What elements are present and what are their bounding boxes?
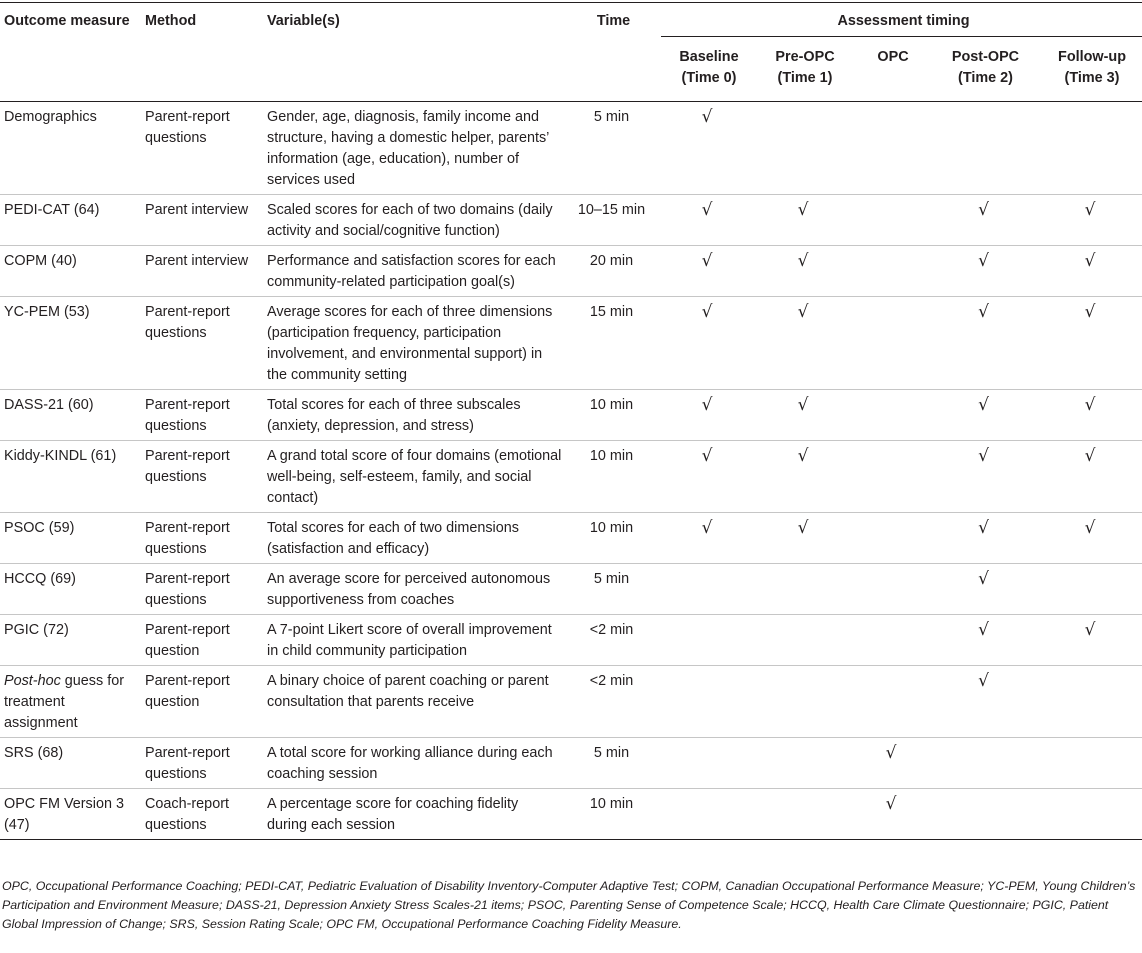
header-timing-label: Post-OPC: [951, 49, 1020, 65]
check-mark-icon: √: [701, 107, 713, 127]
table-row: [0, 789, 1142, 840]
check-mark-icon: √: [978, 671, 989, 691]
measure-text: COPM (40): [4, 253, 77, 269]
cell-time: 5 min: [593, 571, 630, 587]
cell-timing-1: [753, 246, 853, 297]
cell-method: Parent interview: [145, 202, 249, 218]
cell-outcome-measure: [0, 513, 141, 564]
cell-timing-0: [661, 297, 753, 390]
check-mark-icon: √: [701, 395, 713, 415]
header-timing-label: OPC: [877, 49, 909, 65]
check-mark-icon: √: [978, 446, 989, 466]
check-mark-icon: √: [797, 395, 809, 415]
cell-timing-1: [753, 564, 853, 615]
cell-timing-3: [929, 195, 1038, 246]
measure-italic-text: Post-hoc: [4, 673, 61, 689]
cell-timing-2: [853, 738, 929, 789]
cell-timing-3: [929, 789, 1038, 840]
cell-outcome-measure: [0, 666, 141, 738]
cell-method: Coach-report questions: [145, 796, 229, 833]
cell-outcome-measure: [0, 297, 141, 390]
cell-timing-1: [753, 738, 853, 789]
cell-time: 10 min: [589, 520, 634, 536]
cell-timing-0: [661, 738, 753, 789]
cell-timing-0: [661, 246, 753, 297]
check-mark-icon: √: [701, 518, 713, 538]
check-mark-icon: √: [885, 794, 897, 814]
cell-timing-4: [1038, 738, 1142, 789]
cell-timing-4: [1038, 246, 1142, 297]
cell-outcome-measure: [0, 195, 141, 246]
header-timing-sublabel: (Time 3): [1064, 70, 1120, 86]
cell-timing-4: [1038, 615, 1142, 666]
check-mark-icon: √: [978, 200, 989, 220]
cell-time: 10 min: [589, 448, 634, 464]
cell-variables: A 7-point Likert score of overall improvement in child community participation: [267, 622, 552, 659]
check-mark-icon: √: [701, 251, 713, 271]
table-body: [0, 102, 1142, 840]
table-row: [0, 738, 1142, 789]
cell-variables: Gender, age, diagnosis, family income and structure, having a domestic helper, parents’ information (age, education), number of services used: [267, 109, 549, 188]
cell-method: Parent interview: [145, 253, 249, 269]
cell-method: Parent-report questions: [145, 304, 230, 341]
check-mark-icon: √: [1084, 446, 1096, 466]
header-timing-sublabel: (Time 1): [777, 70, 833, 86]
check-mark-icon: √: [701, 446, 713, 466]
measure-text: SRS (68): [4, 745, 64, 761]
header-timing-1: [753, 37, 853, 102]
check-mark-icon: √: [1084, 518, 1096, 538]
cell-variables: A grand total score of four domains (emotional well-being, self-esteem, family, and social contact): [267, 448, 562, 506]
cell-time: <2 min: [589, 622, 634, 638]
cell-timing-2: [853, 441, 929, 513]
cell-time: 10–15 min: [577, 202, 646, 218]
measure-text: Demographics: [4, 109, 97, 125]
measure-text: guess for treatment assignment: [4, 673, 124, 731]
cell-timing-2: [853, 297, 929, 390]
cell-timing-1: [753, 666, 853, 738]
check-mark-icon: √: [978, 302, 989, 322]
cell-timing-4: [1038, 102, 1142, 195]
cell-timing-2: [853, 246, 929, 297]
cell-timing-0: [661, 789, 753, 840]
measure-text: PEDI-CAT (64): [4, 202, 100, 218]
cell-method: Parent-report question: [145, 622, 230, 659]
cell-timing-4: [1038, 666, 1142, 738]
table-row: [0, 564, 1142, 615]
assessment-table: [0, 2, 1142, 840]
header-timing-3: [929, 37, 1038, 102]
cell-timing-1: [753, 441, 853, 513]
cell-variables: A binary choice of parent coaching or parent consultation that parents receive: [267, 673, 549, 710]
cell-outcome-measure: [0, 738, 141, 789]
cell-timing-3: [929, 564, 1038, 615]
cell-timing-2: [853, 789, 929, 840]
header-assessment-timing: Assessment timing: [661, 3, 1142, 37]
cell-timing-3: [929, 246, 1038, 297]
cell-timing-4: [1038, 297, 1142, 390]
header-timing-2: [853, 37, 929, 102]
cell-variables: Total scores for each of two dimensions (satisfaction and efficacy): [267, 520, 519, 557]
cell-method: Parent-report questions: [145, 448, 230, 485]
cell-method: Parent-report questions: [145, 109, 230, 146]
check-mark-icon: √: [797, 302, 809, 322]
header-method: Method: [141, 3, 263, 102]
table-row: [0, 297, 1142, 390]
cell-outcome-measure: [0, 441, 141, 513]
cell-timing-2: [853, 390, 929, 441]
cell-timing-4: [1038, 789, 1142, 840]
cell-timing-0: [661, 666, 753, 738]
header-timing-0: [661, 37, 753, 102]
measure-text: YC-PEM (53): [4, 304, 90, 320]
cell-timing-0: [661, 615, 753, 666]
cell-timing-4: [1038, 390, 1142, 441]
cell-timing-3: [929, 615, 1038, 666]
cell-outcome-measure: [0, 246, 141, 297]
cell-timing-1: [753, 195, 853, 246]
measure-text: Kiddy-KINDL (61): [4, 448, 117, 464]
check-mark-icon: √: [1084, 395, 1096, 415]
cell-timing-3: [929, 297, 1038, 390]
cell-timing-3: [929, 738, 1038, 789]
cell-method: Parent-report questions: [145, 571, 230, 608]
cell-timing-3: [929, 513, 1038, 564]
header-variables: Variable(s): [263, 3, 562, 102]
cell-timing-1: [753, 297, 853, 390]
cell-variables: Performance and satisfaction scores for each community-related participation goal(s): [267, 253, 556, 290]
table-row: [0, 615, 1142, 666]
header-timing-label: Pre-OPC: [775, 49, 835, 65]
cell-timing-1: [753, 513, 853, 564]
cell-outcome-measure: [0, 789, 141, 840]
check-mark-icon: √: [1084, 200, 1096, 220]
measure-text: PGIC (72): [4, 622, 69, 638]
check-mark-icon: √: [978, 395, 989, 415]
cell-timing-1: [753, 615, 853, 666]
header-time: Time: [562, 3, 661, 102]
cell-time: 10 min: [589, 796, 634, 812]
measure-text: DASS-21 (60): [4, 397, 94, 413]
cell-timing-0: [661, 513, 753, 564]
cell-timing-4: [1038, 195, 1142, 246]
table-row: [0, 441, 1142, 513]
check-mark-icon: √: [1084, 302, 1096, 322]
cell-timing-3: [929, 666, 1038, 738]
cell-method: Parent-report question: [145, 673, 230, 710]
cell-timing-0: [661, 102, 753, 195]
check-mark-icon: √: [797, 446, 809, 466]
check-mark-icon: √: [701, 302, 713, 322]
cell-timing-0: [661, 441, 753, 513]
cell-time: 20 min: [589, 253, 634, 269]
cell-timing-1: [753, 390, 853, 441]
cell-timing-0: [661, 195, 753, 246]
cell-timing-4: [1038, 564, 1142, 615]
table-row: [0, 195, 1142, 246]
check-mark-icon: √: [978, 620, 989, 640]
check-mark-icon: √: [978, 518, 989, 538]
cell-timing-3: [929, 102, 1038, 195]
cell-timing-4: [1038, 513, 1142, 564]
check-mark-icon: √: [797, 518, 809, 538]
cell-outcome-measure: [0, 102, 141, 195]
table-row: [0, 513, 1142, 564]
cell-method: Parent-report questions: [145, 397, 230, 434]
cell-variables: Average scores for each of three dimensions (participation frequency, participation involvement, and environmental support) in the community setting: [267, 304, 553, 383]
cell-variables: A total score for working alliance during each coaching session: [267, 745, 553, 782]
header-timing-label: Follow-up: [1058, 49, 1126, 65]
cell-method: Parent-report questions: [145, 745, 230, 782]
table-row: [0, 246, 1142, 297]
header-timing-sublabel: (Time 2): [958, 70, 1013, 86]
cell-timing-2: [853, 564, 929, 615]
cell-timing-3: [929, 390, 1038, 441]
cell-variables: An average score for perceived autonomous supportiveness from coaches: [267, 571, 551, 608]
cell-timing-0: [661, 564, 753, 615]
cell-outcome-measure: [0, 564, 141, 615]
table-row: [0, 102, 1142, 195]
cell-variables: Scaled scores for each of two domains (daily activity and social/cognitive function): [267, 202, 553, 239]
cell-timing-0: [661, 390, 753, 441]
measure-text: OPC FM Version 3 (47): [4, 796, 124, 833]
table-row: [0, 390, 1142, 441]
check-mark-icon: √: [1084, 251, 1096, 271]
cell-outcome-measure: [0, 390, 141, 441]
cell-variables: Total scores for each of three subscales (anxiety, depression, and stress): [267, 397, 521, 434]
cell-time: 5 min: [593, 745, 630, 761]
cell-timing-2: [853, 102, 929, 195]
cell-timing-2: [853, 666, 929, 738]
cell-time: 5 min: [593, 109, 630, 125]
check-mark-icon: √: [797, 200, 809, 220]
table-row: [0, 666, 1142, 738]
measure-text: HCCQ (69): [4, 571, 76, 587]
cell-timing-2: [853, 195, 929, 246]
header-timing-sublabel: (Time 0): [681, 70, 737, 86]
header-outcome-measure: Outcome measure: [0, 3, 141, 102]
check-mark-icon: √: [701, 200, 713, 220]
check-mark-icon: √: [978, 251, 989, 271]
check-mark-icon: √: [797, 251, 809, 271]
cell-timing-1: [753, 789, 853, 840]
cell-variables: A percentage score for coaching fidelity during each session: [267, 796, 519, 833]
cell-timing-1: [753, 102, 853, 195]
table-footnote: OPC, Occupational Performance Coaching; PEDI-CAT, Pediatric Evaluation of Disability Inventory-Computer Adaptive Test; COPM, Canadian Occupational Performance Measure; YC-PEM, Young Children’s Participation and Environment Measure; DASS-21, Depression Anxiety Stress Scales-21 items; PSOC, Parenting Sense of Competence Scale; HCCQ, Health Care Climate Questionnaire; PGIC, Patient Global Impression of Change; SRS, Session Rating Scale; OPC FM, Occupational Performance Coaching Fidelity Measure.: [2, 879, 1136, 931]
check-mark-icon: √: [885, 743, 897, 763]
cell-timing-3: [929, 441, 1038, 513]
check-mark-icon: √: [978, 569, 989, 589]
measure-text: PSOC (59): [4, 520, 75, 536]
check-mark-icon: √: [1084, 620, 1096, 640]
cell-timing-2: [853, 615, 929, 666]
cell-timing-4: [1038, 441, 1142, 513]
header-timing-label: Baseline: [679, 49, 739, 65]
header-timing-4: [1038, 37, 1142, 102]
cell-method: Parent-report questions: [145, 520, 230, 557]
cell-outcome-measure: [0, 615, 141, 666]
cell-timing-2: [853, 513, 929, 564]
cell-time: 10 min: [589, 397, 634, 413]
cell-time: <2 min: [589, 673, 634, 689]
cell-time: 15 min: [589, 304, 634, 320]
